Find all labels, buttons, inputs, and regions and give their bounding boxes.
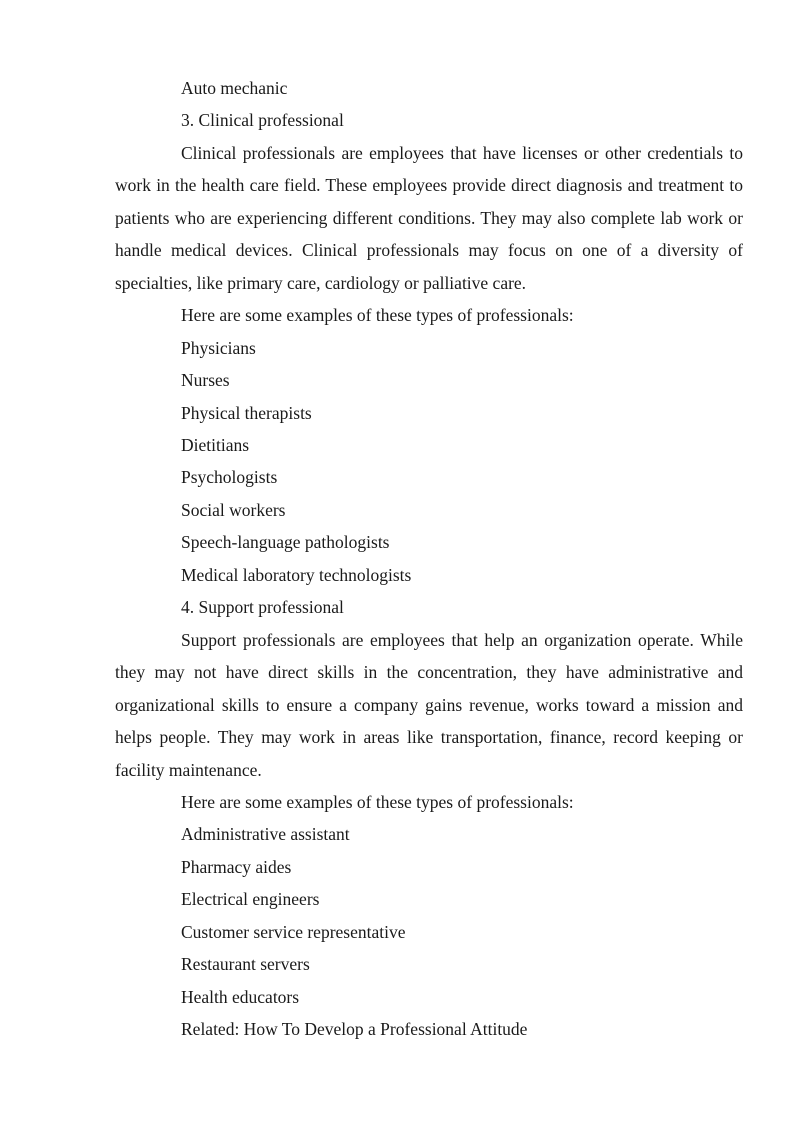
list-item: Medical laboratory technologists — [181, 564, 412, 585]
related-link-text: Related: How To Develop a Professional Attitude — [181, 1019, 528, 1040]
list-item: Physicians — [181, 337, 256, 358]
list-item: Speech-language pathologists — [181, 532, 390, 553]
section-heading-support: 4. Support professional — [181, 597, 344, 618]
list-item: Nurses — [181, 370, 230, 391]
list-item: Health educators — [181, 986, 300, 1007]
clinical-paragraph: Clinical professionals are employees that have licenses or other credentials to work in the health care field. These employees provide direct diagnosis and treatment to patients who are experiencing different conditions. They may also complete lab work or handle medical devices. Clinical professionals may focus on one of a diversity of specialties, like primary care, cardiology or palliative care. — [115, 142, 743, 293]
list-item: Psychologists — [181, 467, 278, 488]
section-heading-clinical: 3. Clinical professional — [181, 110, 344, 131]
list-item: Social workers — [181, 499, 286, 520]
list-item: Dietitians — [181, 434, 250, 455]
list-item: Electrical engineers — [181, 889, 320, 910]
support-paragraph: Support professionals are employees that help an organization operate. While they may not have direct skills in the concentration, they have administrative and organizational skills to ensure a company gains revenue, works toward a mission and helps people. They may work in areas like transportation, finance, record keeping or facility maintenance. — [115, 629, 743, 780]
list-item: Administrative assistant — [181, 824, 350, 845]
list-item: Physical therapists — [181, 402, 312, 423]
list-item: Auto mechanic — [181, 78, 288, 98]
list-item: Restaurant servers — [181, 954, 310, 975]
document-body — [115, 72, 743, 1046]
list-item: Pharmacy aides — [181, 856, 292, 877]
support-examples-intro: Here are some examples of these types of professionals: — [181, 791, 574, 812]
clinical-examples-intro: Here are some examples of these types of professionals: — [181, 305, 574, 326]
list-item: Customer service representative — [181, 921, 406, 942]
